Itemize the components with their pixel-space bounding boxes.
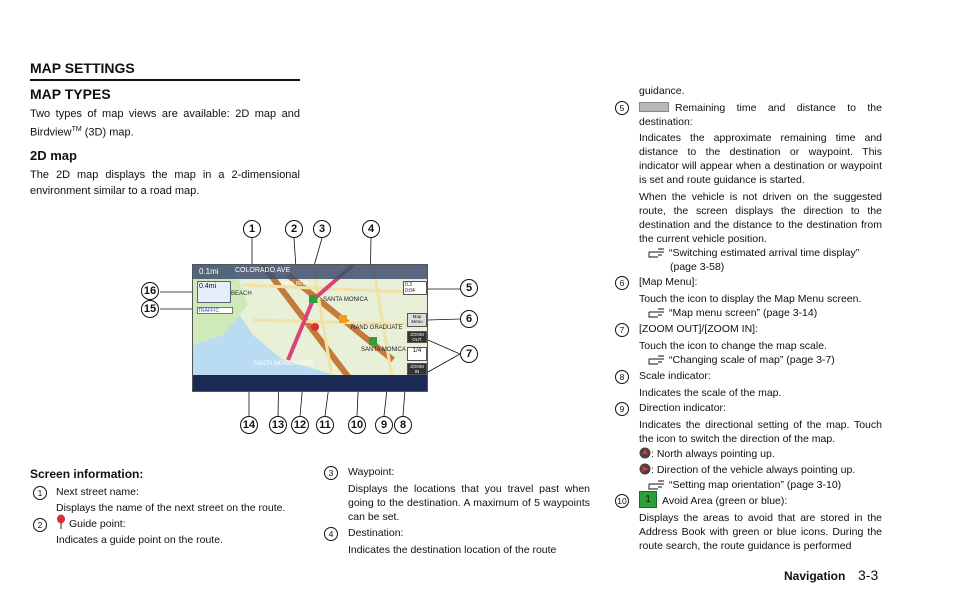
callout-1: 1 <box>243 220 261 238</box>
map-street-name: COLORADO AVE <box>235 267 291 274</box>
item-6-title: [Map Menu]: <box>639 276 698 288</box>
zoom-in-button[interactable]: ZOOM IN <box>407 363 427 375</box>
callout-12: 12 <box>291 416 309 434</box>
section-title: MAP SETTINGS <box>30 60 300 81</box>
item-7-number: 7 <box>615 323 629 337</box>
map-park-label: PARK REST <box>281 281 309 287</box>
hand-pointer-icon <box>648 478 666 490</box>
item-5-text-2: When the vehicle is not driven on the suggested route, the screen displays the direction to the destination and the distance to the destination from the current vehicle position. <box>639 191 882 245</box>
footer-section-name: Navigation <box>784 569 846 583</box>
heading-2d-map: 2D map <box>30 148 77 163</box>
heading-up-icon <box>639 463 651 475</box>
callout-11: 11 <box>316 416 334 434</box>
item-6-number: 6 <box>615 276 629 290</box>
destination-flag-icon <box>339 315 347 323</box>
item-5-text-1: Indicates the approximate remaining time and distance to the destination or waypoint. This indicator will appear when a destination or waypoint is set and route guidance is started. <box>639 132 882 186</box>
item-1-text: Displays the name of the next street on the route. <box>56 502 286 514</box>
item-8-number: 8 <box>615 370 629 384</box>
guide-point-pin-icon <box>56 514 66 530</box>
avoid-area-badge-icon: 1 <box>639 491 657 508</box>
item-2-text: Indicates a guide point on the route. <box>56 534 223 546</box>
map-screen <box>192 264 428 392</box>
zoom-out-button[interactable]: ZOOM OUT <box>407 331 427 343</box>
item-9-text: Indicates the directional setting of the map. Touch the icon to switch the direction of the map. <box>639 419 882 445</box>
hand-pointer-icon <box>648 353 666 365</box>
footer-page-number: 3-3 <box>858 567 879 583</box>
callout-15: 15 <box>141 300 159 318</box>
map-traffic-indicator[interactable]: TRAFFIC <box>197 307 233 314</box>
item-7-reference-text: “Changing scale of map” (page 3-7) <box>669 354 835 366</box>
item-2-number: 2 <box>33 518 47 532</box>
map-grand-graduate: RAND GRADUATE <box>351 325 403 331</box>
item-9-reference[interactable] <box>648 478 882 492</box>
trademark-sup: TM <box>71 126 82 133</box>
hand-pointer-icon <box>648 246 666 258</box>
callout-10: 10 <box>348 416 366 434</box>
continued-text: guidance. <box>639 85 685 97</box>
screen-info-heading: Screen information: <box>30 467 144 481</box>
map-pier-label: SANTA MONICA PIER <box>253 361 314 367</box>
map-remaining-time: 0:04 <box>405 288 415 294</box>
callout-14: 14 <box>240 416 258 434</box>
callout-4: 4 <box>362 220 380 238</box>
callout-2: 2 <box>285 220 303 238</box>
item-3-title: Waypoint: <box>348 466 395 478</box>
item-3-text: Displays the locations that you travel past when going to the destination. A maximum of 5 waypoints can be set. <box>348 483 590 523</box>
item-7-title: [ZOOM OUT]/[ZOOM IN]: <box>639 323 758 335</box>
item-7-reference[interactable] <box>648 353 882 367</box>
item-4-title: Destination: <box>348 527 404 539</box>
item-5-title: Remaining time and distance to the destination: <box>639 102 882 128</box>
item-2-title: Guide point: <box>69 518 126 530</box>
item-9-heading-text: : Direction of the vehicle always pointing up. <box>651 464 856 476</box>
item-7-text: Touch the icon to change the map scale. <box>639 340 827 352</box>
map-beach-label: BEACH <box>231 291 252 297</box>
callout-3: 3 <box>313 220 331 238</box>
map-remaining-distance: 0.3 <box>405 282 412 288</box>
callout-6: 6 <box>460 310 478 328</box>
item-9-number: 9 <box>615 402 629 416</box>
item-8-text: Indicates the scale of the map. <box>639 387 782 399</box>
item-10-number: 10 <box>615 494 629 508</box>
item-9-reference-text: “Setting map orientation” (page 3-10) <box>669 479 842 491</box>
item-8-title: Scale indicator: <box>639 370 711 382</box>
map-santa-monica-1: SANTA MONICA <box>323 297 368 303</box>
north-up-icon <box>639 447 651 459</box>
item-9-title: Direction indicator: <box>639 402 726 414</box>
hand-pointer-icon <box>648 306 666 318</box>
callout-13: 13 <box>269 416 287 434</box>
item-5-number: 5 <box>615 101 629 115</box>
callout-5: 5 <box>460 279 478 297</box>
item-1-title: Next street name: <box>56 486 139 498</box>
item-9-north-text: : North always pointing up. <box>651 448 775 460</box>
map-guide-panel <box>197 281 231 303</box>
avoid-area-icon <box>369 337 377 345</box>
item-6-text: Touch the icon to display the Map Menu screen. <box>639 293 862 305</box>
map-menu-button[interactable]: Map Menu <box>407 313 427 327</box>
callout-9: 9 <box>375 416 393 434</box>
item-10-text: Displays the areas to avoid that are stored in the Address Book with green or blue icons. During the route search, the route guidance is performed <box>639 512 882 552</box>
intro-text-2: (3D) map. <box>81 126 134 139</box>
item-10-title: Avoid Area (green or blue): <box>662 495 788 507</box>
item-6-reference[interactable] <box>648 306 882 320</box>
map-santa-monica-2: SANTA MONICA <box>361 347 406 353</box>
callout-7: 7 <box>460 345 478 363</box>
guide-point-icon <box>311 323 319 331</box>
item-4-text: Indicates the destination location of the route <box>348 544 557 556</box>
intro-text-1: Two types of map views are available: 2D map and Birdview <box>30 108 300 139</box>
item-5-reference[interactable] <box>648 246 882 274</box>
map-remaining-time-box <box>403 281 427 295</box>
map-types-heading: MAP TYPES <box>30 86 111 102</box>
paragraph-2d-map: The 2D map displays the map in a 2-dimensional environment similar to a road map. <box>30 169 300 197</box>
item-4-number: 4 <box>324 527 338 541</box>
item-9-north-up <box>639 447 882 461</box>
map-distance-sub: 0.4mi <box>199 283 217 290</box>
waypoint-flag-icon <box>309 295 317 303</box>
item-5-reference-text: “Switching estimated arrival time display” (page 3-58) <box>669 247 860 273</box>
intro-paragraph <box>30 106 300 141</box>
callout-16: 16 <box>141 282 159 300</box>
item-6-reference-text: “Map menu screen” (page 3-14) <box>669 307 818 319</box>
item-9-heading-up <box>639 463 882 477</box>
map-distance-top: 0.1mi <box>199 267 219 276</box>
item-3-number: 3 <box>324 466 338 480</box>
item-1-number: 1 <box>33 486 47 500</box>
callout-8: 8 <box>394 416 412 434</box>
map-scale-indicator: 1/4 <box>407 347 427 361</box>
